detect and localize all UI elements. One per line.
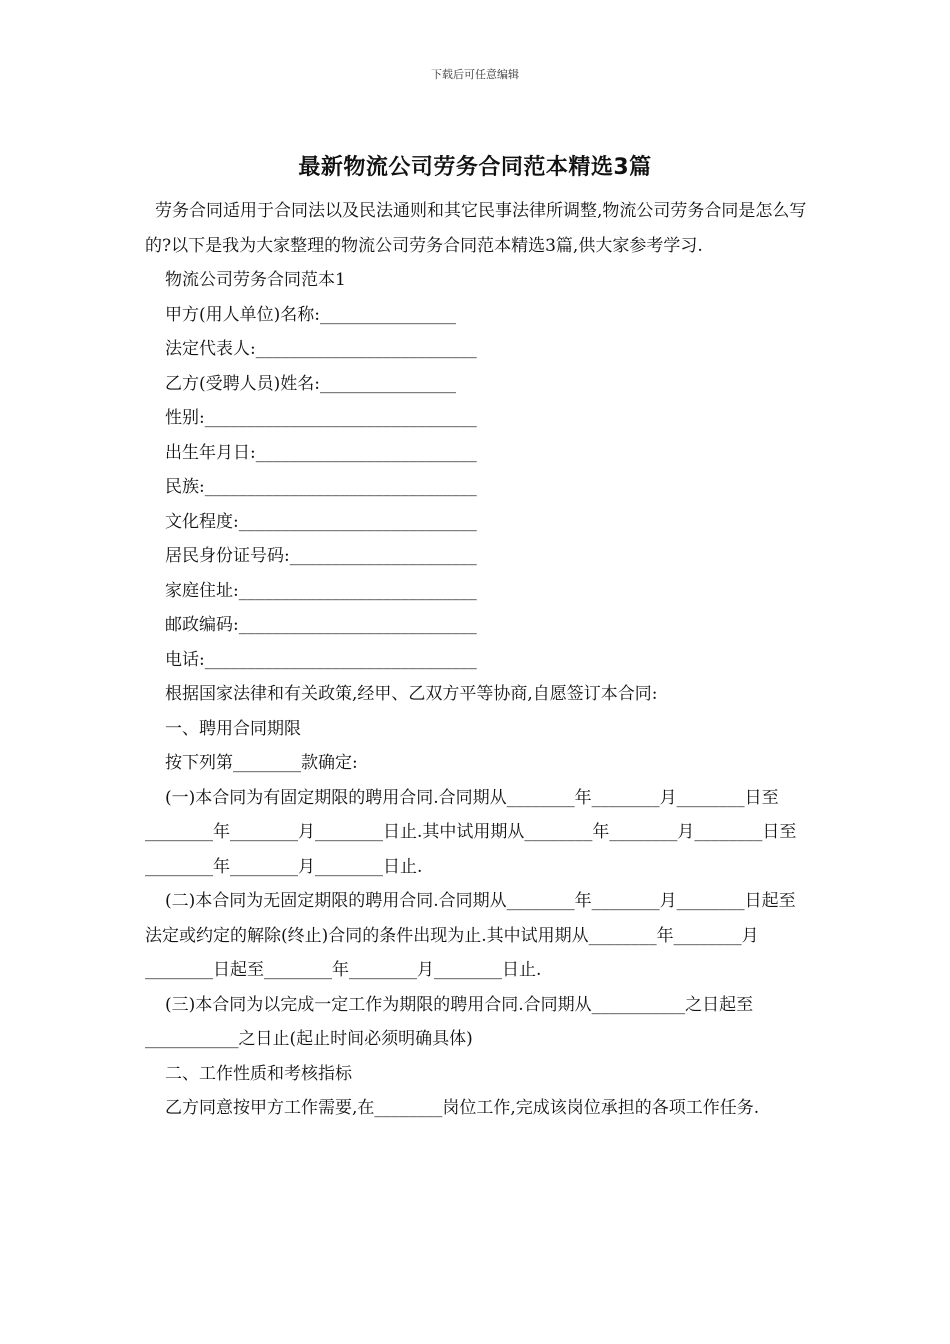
field-address: 家庭住址:____________________________ [165, 580, 477, 601]
field-gender: 性别:________________________________ [165, 408, 477, 428]
preamble-paragraph: 根据国家法律和有关政策,经甲、乙双方平等协商,自愿签订本合同: [165, 684, 658, 704]
field-legal-rep: 法定代表人:__________________________ [165, 339, 477, 359]
section-heading: 物流公司劳务合同范本1 [165, 270, 346, 290]
field-postcode: 邮政编码:____________________________ [165, 615, 477, 635]
article-1-choose: 按下列第________款确定: [165, 753, 358, 773]
document-title: 最新物流公司劳务合同范本精选3篇 [298, 155, 652, 180]
article-1-heading: 一、聘用合同期限 [165, 718, 301, 739]
intro-paragraph: 劳务合同适用于合同法以及民法通则和其它民事法律所调整,物流公司劳务合同是怎么写的?以下是我为大家整理的物流公司劳务合同范本精选3篇,供大家参考学习. [145, 201, 807, 256]
field-education: 文化程度:____________________________ [165, 511, 477, 532]
field-party-b: 乙方(受聘人员)姓名:________________ [165, 373, 456, 394]
field-id-number: 居民身份证号码:______________________ [165, 546, 477, 566]
article-2-heading: 二、工作性质和考核指标 [165, 1063, 352, 1084]
field-party-a: 甲方(用人单位)名称:________________ [165, 304, 456, 325]
clause-1: (一)本合同为有固定期限的聘用合同.合同期从________年________月________日至________年________月________日止.其中试用期从________年________月________日至________年________月________日止. [145, 787, 797, 877]
clause-3: (三)本合同为以完成一定工作为期限的聘用合同.合同期从___________之日起至___________之日止(起止时间必须明确具体) [145, 994, 754, 1049]
field-phone: 电话:________________________________ [165, 649, 477, 670]
field-ethnicity: 民族:________________________________ [165, 477, 477, 497]
clause-2: (二)本合同为无固定期限的聘用合同.合同期从________年________月________日起至法定或约定的解除(终止)合同的条件出现为止.其中试用期从________年________月________日起至________年________月________日止. [145, 891, 796, 980]
document-body [145, 194, 809, 1126]
header-note: 下载后可任意编辑 [431, 68, 519, 81]
article-2-body: 乙方同意按甲方工作需要,在________岗位工作,完成该岗位承担的各项工作任务. [165, 1098, 760, 1118]
field-birth-date: 出生年月日:__________________________ [165, 442, 477, 463]
